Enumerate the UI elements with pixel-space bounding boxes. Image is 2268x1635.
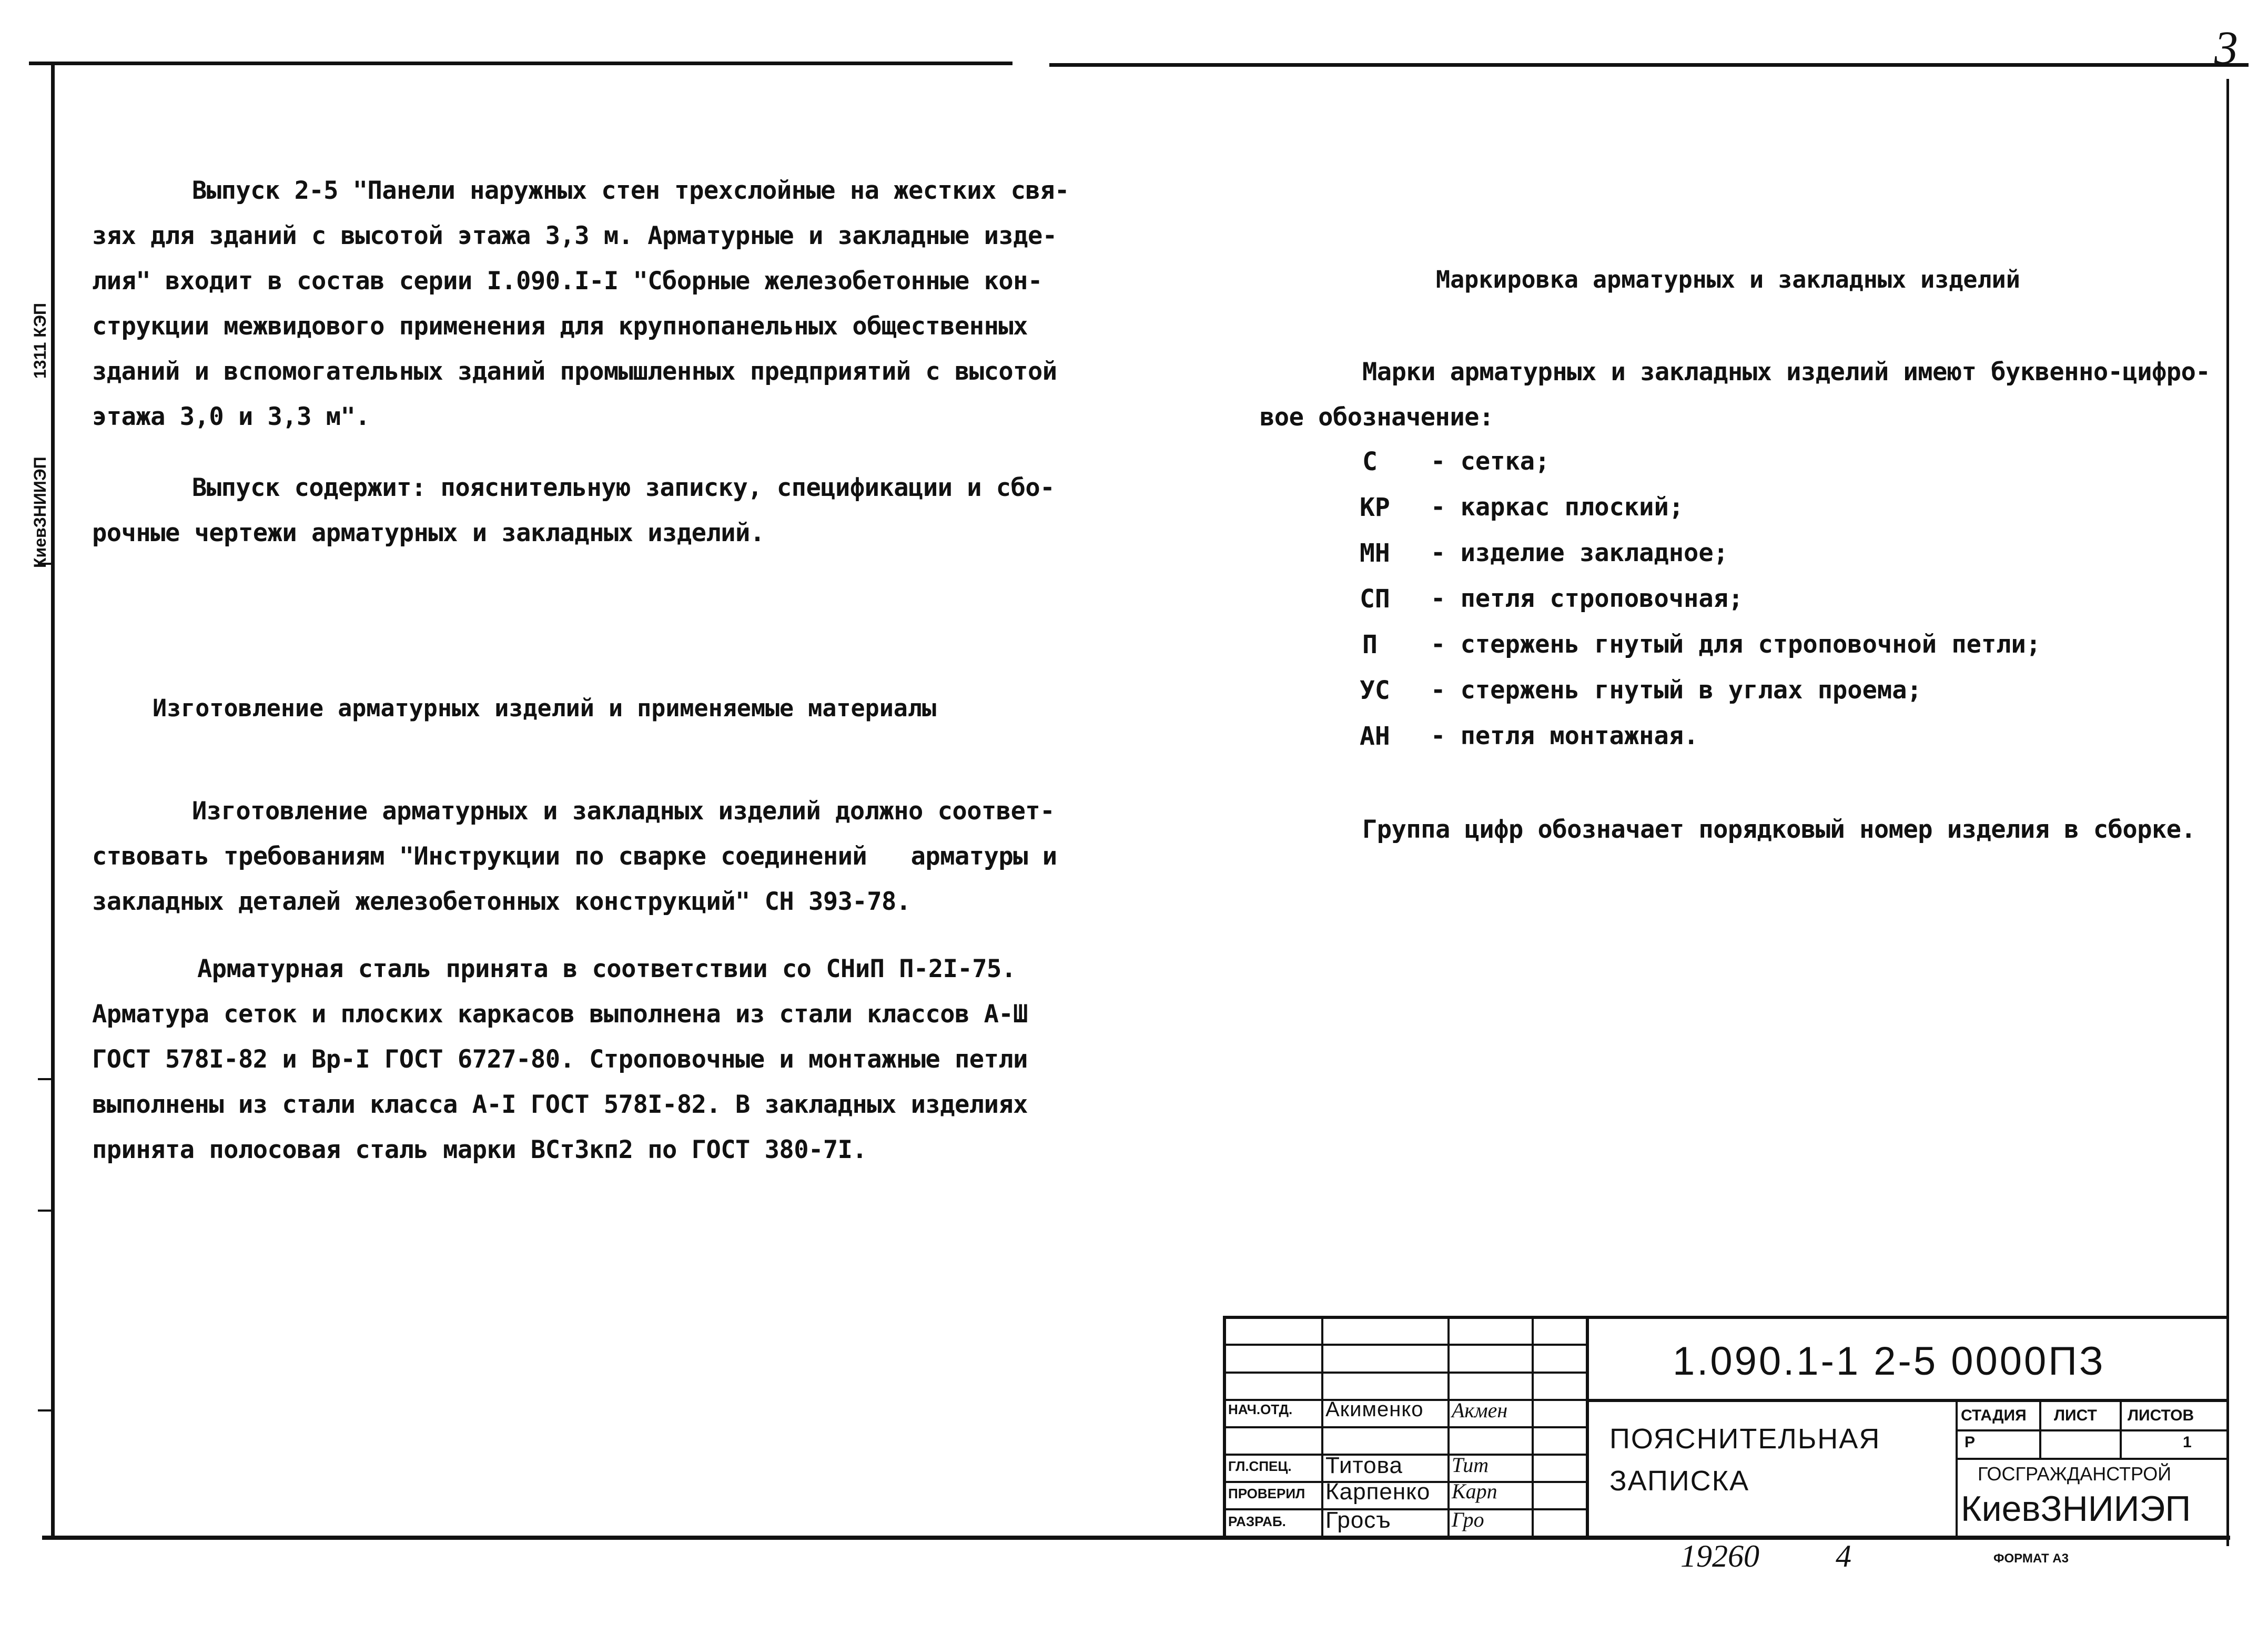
side-stamp: КиевЗНИИЭП xyxy=(31,456,49,568)
stage-value: Р xyxy=(1965,1434,1976,1451)
side-stamp-top: 1311 КЭП xyxy=(31,303,49,379)
role-name: Карпенко xyxy=(1325,1479,1431,1505)
legend-code: С xyxy=(1362,447,1378,476)
tb-code-divider xyxy=(1586,1399,2228,1402)
steel-line: выполнены из стали класса А-I ГОСТ 578I-82. В закладных изделиях xyxy=(92,1090,1028,1119)
role-label: НАЧ.ОТД. xyxy=(1228,1402,1293,1417)
section-heading-manufacture: Изготовление арматурных изделий и применяемые материалы xyxy=(153,694,937,722)
margin-tick xyxy=(38,1078,54,1080)
manufacture-line: Изготовление арматурных и закладных изделий должно соответ- xyxy=(192,797,1055,826)
document-title-line-2: ЗАПИСКА xyxy=(1609,1465,1750,1497)
contents-line: рочные чертежи арматурных и закладных изделий. xyxy=(92,519,765,547)
manufacture-line: ствовать требованиям "Инструкции по сварке соединений арматуры и xyxy=(92,842,1057,871)
contents-line: Выпуск содержит: пояснительную записку, спецификации и сбо- xyxy=(192,473,1055,502)
intro-line: зданий и вспомогательных зданий промышленных предприятий с высотой xyxy=(92,357,1057,386)
intro-line: струкции межвидового применения для крупнопанельных общественных xyxy=(92,312,1028,341)
role-name: Титова xyxy=(1325,1453,1403,1478)
section-heading-marking: Маркировка арматурных и закладных изделий xyxy=(1436,266,2020,293)
legend-desc: - петля монтажная. xyxy=(1431,722,1699,750)
tb-grid-h xyxy=(1223,1372,1587,1374)
bottom-border xyxy=(42,1536,2230,1540)
document-code: 1.090.1-1 2-5 0000ПЗ xyxy=(1673,1339,2105,1384)
legend-desc: - изделие закладное; xyxy=(1431,539,1728,567)
legend-code: СП xyxy=(1360,584,1390,614)
intro-line: Выпуск 2-5 "Панели наружных стен трехслойные на жестких свя- xyxy=(192,176,1069,205)
tb-grid-h xyxy=(1223,1344,1587,1346)
intro-line: этажа 3,0 и 3,3 м". xyxy=(92,402,370,431)
sheets-label: ЛИСТОВ xyxy=(2128,1407,2194,1424)
legend-code: МН xyxy=(1360,539,1390,568)
stage-label: СТАДИЯ xyxy=(1961,1407,2027,1424)
role-name: Акименко xyxy=(1325,1398,1424,1421)
tb-right-h xyxy=(1956,1429,2228,1431)
page-number: 4 xyxy=(1836,1539,1851,1573)
document-title-line-1: ПОЯСНИТЕЛЬНАЯ xyxy=(1609,1423,1881,1455)
top-border-right xyxy=(1049,63,2249,67)
tb-right-h xyxy=(1956,1458,2228,1460)
legend-code: КР xyxy=(1360,493,1390,522)
role-signature: Акмен xyxy=(1452,1398,1508,1422)
intro-line: лия" входит в состав серии I.090.I-I "Сборные железобетонные кон- xyxy=(92,267,1042,296)
org-line-2: КиевЗНИИЭП xyxy=(1961,1489,2191,1529)
steel-line: Арматура сеток и плоских каркасов выполнена из стали классов А-Ш xyxy=(92,1000,1028,1029)
role-label: ГЛ.СПЕЦ. xyxy=(1228,1458,1292,1474)
top-border-left xyxy=(29,62,1012,65)
steel-line: ГОСТ 578I-82 и Вр-I ГОСТ 6727-80. Строповочные и монтажные петли xyxy=(92,1045,1028,1074)
legend-desc: - каркас плоский; xyxy=(1431,493,1684,522)
legend-code: УС xyxy=(1360,676,1390,705)
format-label: ФОРМАТ А3 xyxy=(1993,1551,2069,1566)
corner-page-mark: 3 xyxy=(2214,22,2238,74)
intro-line: зях для зданий с высотой этажа 3,3 м. Арматурные и закладные изде- xyxy=(92,221,1057,250)
steel-line: принята полосовая сталь марки ВСтЗкп2 по ГОСТ 380-7I. xyxy=(92,1135,867,1164)
manufacture-line: закладных деталей железобетонных конструкций" СН 393-78. xyxy=(92,887,911,916)
tb-right-v xyxy=(1956,1399,1958,1537)
marking-intro-line: вое обозначение: xyxy=(1260,403,1494,432)
inventory-number: 19260 xyxy=(1680,1539,1759,1573)
legend-desc: - петля строповочная; xyxy=(1431,584,1744,613)
sheets-value: 1 xyxy=(2183,1434,2192,1451)
role-signature: Карп xyxy=(1452,1479,1497,1503)
legend-desc: - стержень гнутый для строповочной петли; xyxy=(1431,630,2041,659)
role-name: Гросъ xyxy=(1325,1507,1391,1533)
role-signature: Тит xyxy=(1452,1453,1489,1477)
tb-grid-h xyxy=(1223,1454,1587,1456)
role-label: ПРОВЕРИЛ xyxy=(1228,1486,1305,1501)
margin-tick xyxy=(38,1409,54,1411)
steel-line: Арматурная сталь принята в соответствии со СНиП П-2I-75. xyxy=(197,954,1016,983)
role-signature: Гро xyxy=(1452,1508,1484,1531)
org-line-1: ГОСГРАЖДАНСТРОЙ xyxy=(1978,1463,2172,1485)
marking-closing-line: Группа цифр обозначает порядковый номер изделия в сборке. xyxy=(1362,815,2196,844)
legend-desc: - сетка; xyxy=(1431,447,1550,476)
marking-intro-line: Марки арматурных и закладных изделий имеют буквенно-цифро- xyxy=(1362,358,2211,387)
tb-right-v xyxy=(2039,1399,2041,1458)
tb-grid-h xyxy=(1223,1426,1587,1428)
legend-code: П xyxy=(1362,630,1378,659)
right-border xyxy=(2226,79,2229,1546)
left-border xyxy=(51,62,55,1539)
tb-top xyxy=(1223,1316,2228,1319)
sheet-label: ЛИСТ xyxy=(2054,1407,2097,1424)
legend-desc: - стержень гнутый в углах проема; xyxy=(1431,676,1922,705)
role-label: РАЗРАБ. xyxy=(1228,1514,1286,1529)
margin-tick xyxy=(38,1210,54,1212)
tb-grid-h xyxy=(1223,1508,1587,1510)
tb-right-v xyxy=(2120,1399,2122,1458)
legend-code: АН xyxy=(1360,722,1390,751)
